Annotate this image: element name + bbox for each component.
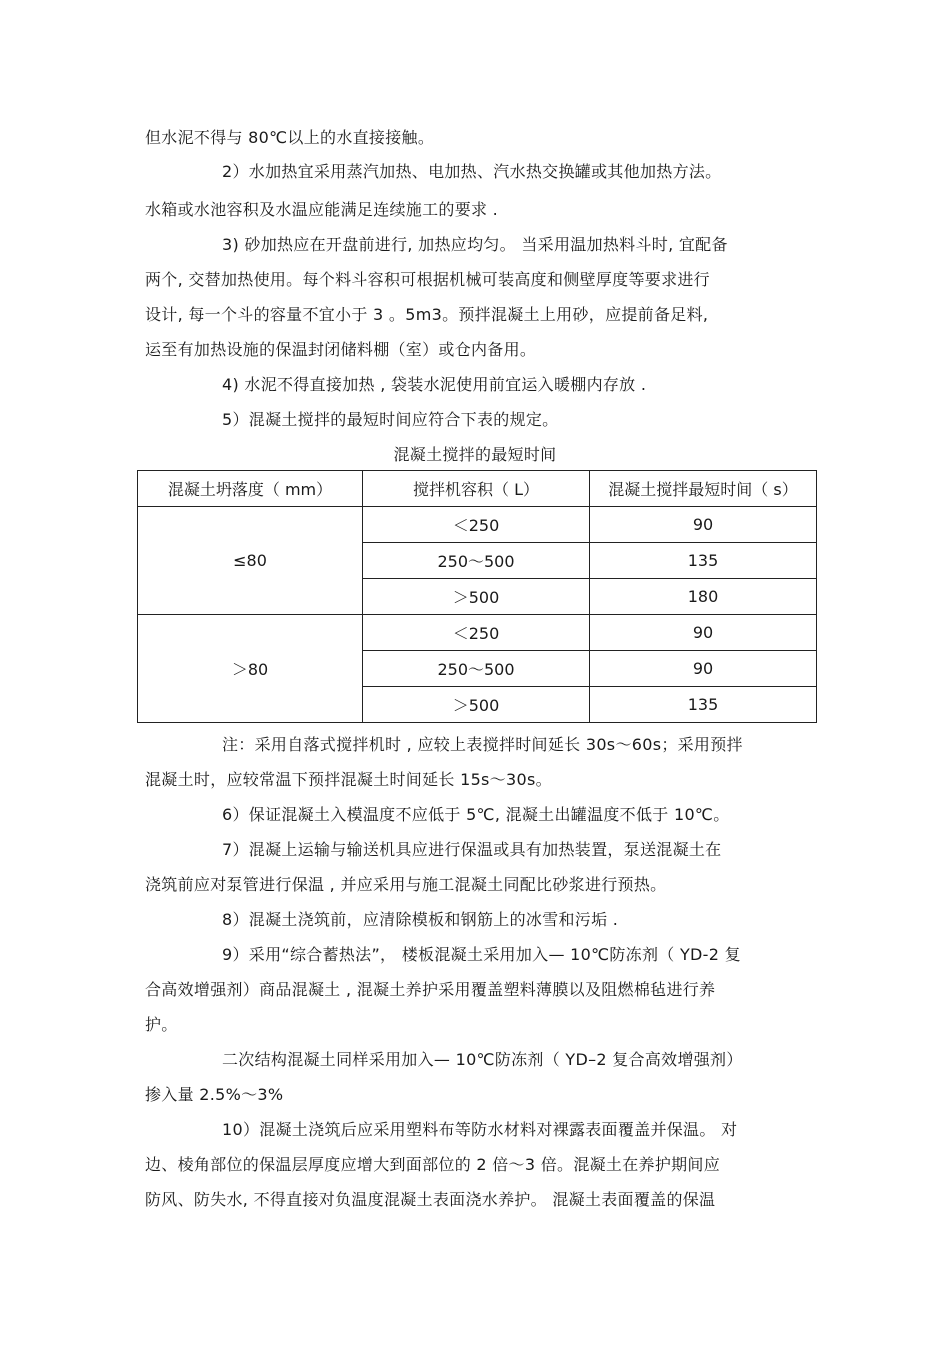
time-cell: 135	[590, 543, 817, 579]
text-line: 混凝土时，应较常温下预拌混凝土时间延长 15s～30s。	[145, 770, 552, 789]
table-caption: 混凝土搅拌的最短时间	[393, 445, 557, 464]
text-line: 设计, 每一个斗的容量不宜小于 3 。5m3。预拌混凝土上用砂，应提前备足料,	[145, 305, 709, 324]
header-mixer-volume: 搅拌机容积（ L）	[363, 471, 590, 507]
text-line: 两个, 交替加热使用。每个料斗容积可根据机械可装高度和侧壁厚度等要求进行	[145, 270, 710, 289]
time-cell: 90	[590, 507, 817, 543]
text-line: 7）混凝上运输与输送机具应进行保温或具有加热装置，泵送混凝土在	[222, 840, 722, 859]
text-line: 掺入量 2.5%～3%	[145, 1085, 284, 1104]
text-line: 5）混凝土搅拌的最短时间应符合下表的规定。	[222, 410, 559, 429]
time-cell: 180	[590, 579, 817, 615]
text-line: 8）混凝土浇筑前，应清除模板和钢筋上的冰雪和污垢 .	[222, 910, 619, 929]
table-row	[138, 507, 817, 543]
time-cell: 90	[590, 615, 817, 651]
header-min-time: 混凝土搅拌最短时间（ s）	[590, 471, 817, 507]
text-line: 浇筑前应对泵管进行保温 , 并应采用与施工混凝土同配比砂浆进行预热。	[145, 875, 667, 894]
slump-cell: ≤80	[138, 507, 363, 615]
volume-cell: 250～500	[363, 543, 590, 579]
volume-cell: ＞500	[363, 579, 590, 615]
text-line: 4) 水泥不得直接加热 , 袋装水泥使用前宜运入暖棚内存放 .	[222, 375, 647, 394]
table-header-row	[138, 471, 817, 507]
text-line: 9）采用“综合蓄热法”， 楼板混凝土采用加入— 10℃防冻剂（ YD-2 复	[222, 945, 741, 964]
text-line: 但水泥不得与 80℃以上的水直接接触。	[145, 128, 435, 147]
text-line: 防风、防失水, 不得直接对负温度混凝土表面浇水养护。 混凝土表面覆盖的保温	[145, 1190, 716, 1209]
slump-cell: ＞80	[138, 615, 363, 723]
time-cell: 135	[590, 687, 817, 723]
text-line: 二次结构混凝土同样采用加入— 10℃防冻剂（ YD–2 复合高效增强剂）	[222, 1050, 743, 1069]
header-slump: 混凝土坍落度（ mm）	[138, 471, 363, 507]
text-line: 10）混凝土浇筑后应采用塑料布等防水材料对裸露表面覆盖并保温。 对	[222, 1120, 738, 1139]
table-row	[138, 615, 817, 651]
volume-cell: 250～500	[363, 651, 590, 687]
mixing-time-table	[137, 470, 817, 723]
volume-cell: ＞500	[363, 687, 590, 723]
text-line: 边、棱角部位的保温层厚度应增大到面部位的 2 倍～3 倍。混凝土在养护期间应	[145, 1155, 721, 1174]
text-line: 3) 砂加热应在开盘前进行, 加热应均匀。 当采用温加热料斗时, 宜配备	[222, 235, 728, 254]
volume-cell: ＜250	[363, 507, 590, 543]
volume-cell: ＜250	[363, 615, 590, 651]
text-line: 6）保证混凝土入模温度不应低于 5℃, 混凝土出罐温度不低于 10℃。	[222, 805, 730, 824]
text-line: 注：采用自落式搅拌机时 , 应较上表搅拌时间延长 30s～60s；采用预拌	[222, 735, 743, 754]
time-cell: 90	[590, 651, 817, 687]
text-line: 运至有加热设施的保温封闭储料棚（室）或仓内备用。	[145, 340, 537, 359]
text-line: 水箱或水池容积及水温应能满足连续施工的要求 .	[145, 200, 499, 219]
text-line: 合高效增强剂）商品混凝土 , 混凝土养护采用覆盖塑料薄膜以及阻燃棉毡进行养	[145, 980, 716, 999]
text-line: 2）水加热宜采用蒸汽加热、电加热、汽水热交换罐或其他加热方法。	[222, 162, 722, 181]
text-line: 护。	[145, 1015, 178, 1034]
